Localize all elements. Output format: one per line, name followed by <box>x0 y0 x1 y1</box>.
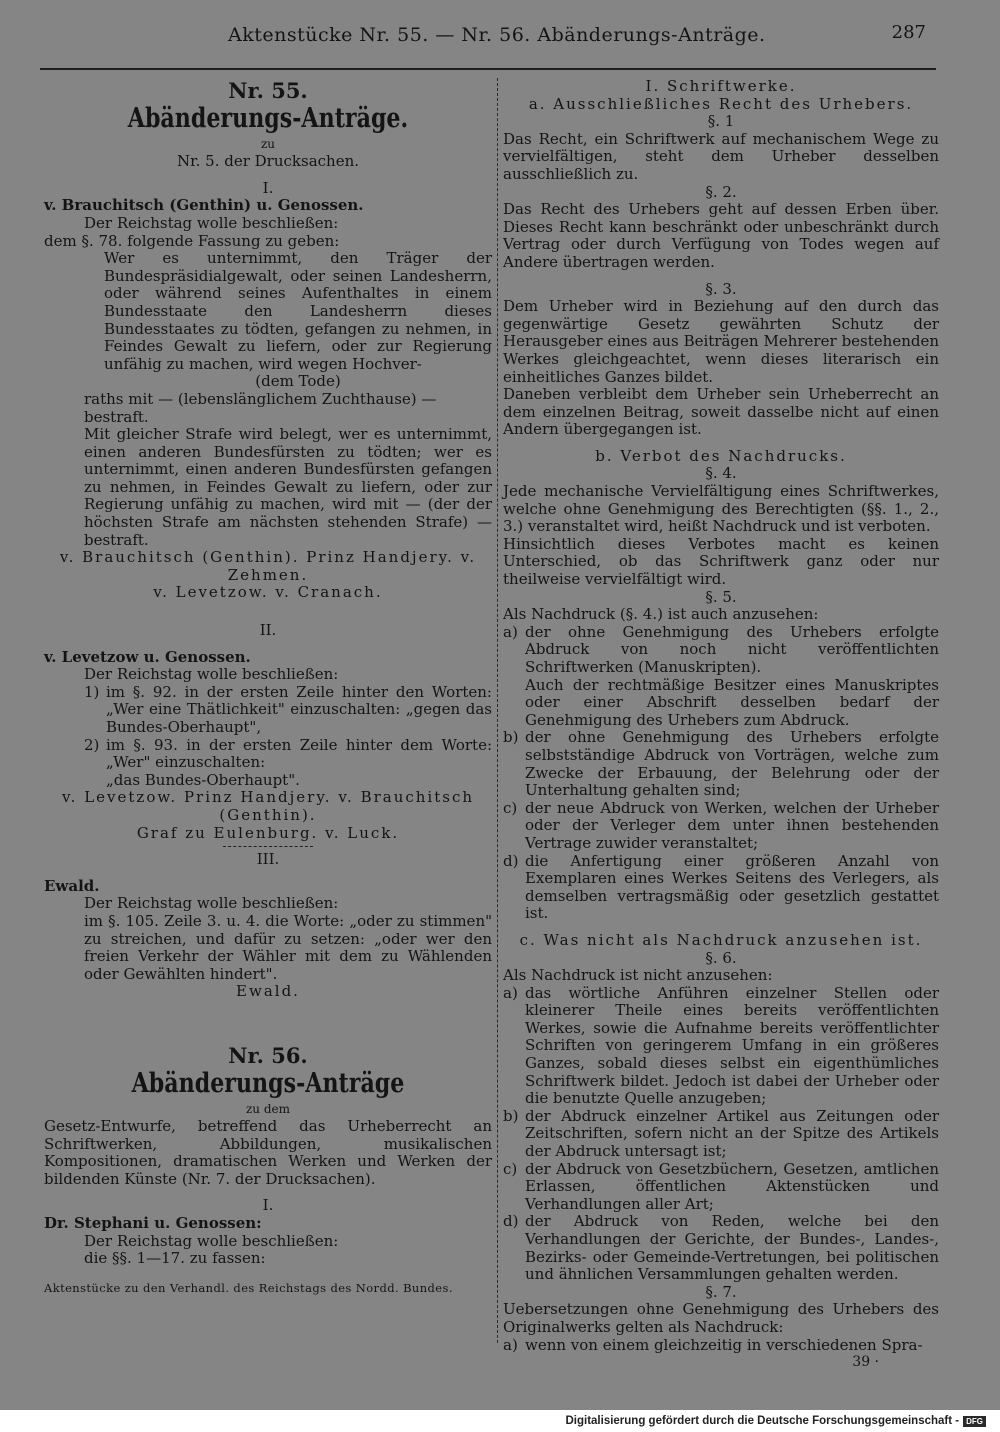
paragraph-6-number: §. 6. <box>705 948 737 967</box>
list-item: b) der ohne Genehmigung des Urhebers erfolgte selbstständige Abdruck von Vorträgen, welche zum Zwecke der Erbauung, der Belehrung oder der Unterhaltung gehalten sind; <box>503 728 939 800</box>
title-56: Abänderungs-Anträge <box>131 1067 405 1099</box>
right-column <box>503 78 939 1372</box>
motion-1-penalty-line <box>44 391 492 426</box>
section-roman-4: I. <box>262 1196 274 1215</box>
motion-1-raths: raths mit — <box>84 389 174 408</box>
motion-2-signatures-2: Graf zu Eulenburg. v. Luck. <box>136 823 400 842</box>
paragraph-2-number: §. 2. <box>705 182 737 201</box>
paragraph-7-number: §. 7. <box>705 1282 737 1301</box>
motion-3-signature: Ewald. <box>236 982 300 1001</box>
subheading-b: b. Verbot des Nachdrucks. <box>595 446 847 465</box>
motion-1-alt-prison: (lebenslänglichem Zuchthause) <box>177 389 417 408</box>
paragraph-7-list <box>503 1337 939 1355</box>
motion-2-list <box>44 684 492 790</box>
motion-1-intro: Der Reichstag wolle beschließen: <box>84 213 339 232</box>
motion-1-instruction: dem §. 78. folgende Fassung zu geben: <box>44 231 340 250</box>
subheading-a: a. Ausschließliches Recht des Urhebers. <box>528 94 914 113</box>
list-item: d) der Abdruck von Reden, welche bei den Verhandlungen der Gerichte, der Bundes-, Landes-, Bezirks- oder Gemeinde-Vertretungen, bei politischen und ähnlichen Versammlungen gehalten werden. <box>503 1212 939 1284</box>
motion-1-signatures-2: v. Levetzow. v. Cranach. <box>153 583 383 602</box>
paragraph-1-number: §. 1 <box>707 112 735 131</box>
paragraph-5-intro: Als Nachdruck (§. 4.) ist auch anzusehen: <box>503 605 819 624</box>
section-roman-1: I. <box>262 178 274 197</box>
column-divider <box>497 78 498 1343</box>
paragraph-3-number: §. 3. <box>705 279 737 298</box>
paragraph-6-intro: Als Nachdruck ist nicht anzusehen: <box>503 966 773 985</box>
motion-2-signatures-1: v. Levetzow. Prinz Handjery. v. Brauchitsch (Genthin). <box>61 788 475 824</box>
motion-4-heading: Dr. Stephani u. Genossen: <box>44 1214 262 1233</box>
title-55: Abänderungs-Anträge. <box>127 102 409 134</box>
paragraph-5-number: §. 5. <box>705 587 737 606</box>
digitization-credit <box>565 1410 986 1432</box>
list-item: 2) im §. 93. in der ersten Zeile hinter dem Worte: „Wer" einzuschalten: <box>84 735 492 772</box>
credit-text: Digitalisierung gefördert durch die Deutsche Forschungsgemeinschaft - <box>565 1415 960 1427</box>
left-column <box>44 78 492 1297</box>
zu-dem-label: zu dem <box>245 1101 291 1116</box>
motion-2-insert: „das Bundes-Oberhaupt". <box>106 770 300 789</box>
reference-55: Nr. 5. der Drucksachen. <box>176 152 360 171</box>
page-footnote: Aktenstücke zu den Verhandl. des Reichstags des Nordd. Bundes. <box>44 1280 453 1295</box>
motion-3-heading: Ewald. <box>44 876 100 895</box>
paragraph-4-text-2: Hinsichtlich dieses Verbotes macht es keinen Unterschied, ob das Schriftwerk ganz oder nur theilweise vervielfältigt wird. <box>503 534 939 589</box>
chapter-heading: I. Schriftwerke. <box>645 77 797 95</box>
zu-label: zu <box>260 136 276 151</box>
list-item: b) der Abdruck einzelner Artikel aus Zeitungen oder Zeitschriften, sofern nicht an der Spitze des Artikels der Abdruck untersagt ist; <box>503 1106 939 1161</box>
paragraph-4-number: §. 4. <box>705 464 737 483</box>
motion-1-text-2: Mit gleicher Strafe wird belegt, wer es unternimmt, einen anderen Bundesfürsten zu tödten; wer es unternimmt, einen anderen Bundesfürsten gefangen zu nehmen, in Feindes Gewalt zu liefern, oder zur Regierung unfähig zu machen, wird mit — (der der höchsten Strafe am nächsten stehenden Strafe) — bestraft. <box>84 425 492 549</box>
motion-2-heading: v. Levetzow u. Genossen. <box>44 647 251 666</box>
paragraph-2-text: Das Recht des Urhebers geht auf dessen Erben über. Dieses Recht kann beschränkt oder unbeschränkt durch Vertrag oder durch Verfügung von Todes wegen auf Andere übertragen werden. <box>503 200 939 271</box>
list-item: 1) im §. 92. in der ersten Zeile hinter den Worten: „Wer eine Thätlichkeit" einzuschalten: „gegen das Bundes-Oberhaupt", <box>84 682 492 736</box>
paragraph-4-text: Jede mechanische Vervielfältigung eines Schriftwerkes, welche ohne Genehmigung des Berechtigten (§§. 1., 2., 3.) veranstaltet wird, heißt Nachdruck und ist verboten. <box>503 482 939 536</box>
motion-3-intro: Der Reichstag wolle beschließen: <box>84 894 339 913</box>
paragraph-3-text: Dem Urheber wird in Beziehung auf den durch das gegenwärtige Gesetz gewährten Schutz der Herausgeber eines aus Beiträgen Mehrerer bestehenden Werkes gleichgeachtet, wenn dieses literarisch ein einheitliches Ganzes bildet. <box>503 297 939 386</box>
motion-4-intro: Der Reichstag wolle beschließen: <box>84 1231 339 1250</box>
motion-1-text: Wer es unternimmt, den Träger der Bundespräsidialgewalt, oder seinen Landesherrn, oder während seines Aufenthaltes in einem Bundesstaate den Landesherrn dieses Bundesstaates zu tödten, gefangen zu nehmen, in Feindes Gewalt zu liefern, oder zur Regierung unfähig zu machen, wird wegen Hochver- <box>104 249 492 373</box>
dfg-logo: DFG <box>963 1416 986 1427</box>
sheet-number: 39 · <box>852 1354 879 1371</box>
motion-3-text: im §. 105. Zeile 3. u. 4. die Worte: „oder zu stimmen" zu streichen, und dafür zu setzen: „oder wer den freien Verkehr der Wähler mit dem zu Wählenden oder Gewählten hindert". <box>84 911 492 983</box>
running-header <box>0 22 1000 52</box>
page-number: 287 <box>891 22 926 43</box>
doc-number-56: Nr. 56. <box>228 1042 308 1068</box>
paragraph-1-text: Das Recht, ein Schriftwerk auf mechanischem Wege zu vervielfältigen, steht dem Urheber desselben ausschließlich zu. <box>503 129 939 183</box>
reference-56: Gesetz-Entwurfe, betreffend das Urheberrecht an Schriftwerken, Abbildungen, musikalischen Kompositionen, dramatischen Werken und Werken der bildenden Künste (Nr. 7. der Drucksachen). <box>44 1117 492 1188</box>
motion-1-bestraft: — bestraft. <box>84 389 437 426</box>
list-item: a) das wörtliche Anführen einzelner Stellen oder kleinerer Theile eines bereits veröffentlichten Werkes, sowie die Aufnahme bereits veröffentlichter Schriften von geringerem Umfang in ein größeres Ganzes, sobald dieses selbst ein eigenthümliches Schriftwerk bildet. Jedoch ist dabei der Urheber oder die benutzte Quelle anzugeben; <box>503 983 939 1108</box>
separator <box>223 846 313 847</box>
paragraph-5-list <box>503 624 939 923</box>
motion-1-heading: v. Brauchitsch (Genthin) u. Genossen. <box>44 196 364 215</box>
motion-1-signatures-1: v. Brauchitsch (Genthin). Prinz Handjery. v. Zehmen. <box>59 548 477 584</box>
list-item: d) die Anfertigung einer größeren Anzahl von Exemplaren eines Werkes Seitens des Verlegers, als demselben vertragsmäßig oder gesetzlich gestattet ist. <box>503 851 939 923</box>
list-item: c) der Abdruck von Gesetzbüchern, Gesetzen, amtlichen Erlassen, öffentlichen Aktenstücken und Verhandlungen aller Art; <box>503 1159 939 1213</box>
list-item-continuation: Auch der rechtmäßige Besitzer eines Manuskriptes oder einer Abschrift desselben bedarf der Genehmigung des Urhebers zum Abdruck. <box>525 675 939 729</box>
running-title: Aktenstücke Nr. 55. — Nr. 56. Abänderungs-Anträge. <box>228 24 766 46</box>
motion-1-alt-death: (dem Tode) <box>255 372 341 391</box>
paragraph-6-list <box>503 985 939 1284</box>
paragraph-3-text-2: Daneben verbleibt dem Urheber sein Urheberrecht an dem einzelnen Beitrag, soweit dasselbe nicht auf einen Andern übergegangen ist. <box>503 385 939 439</box>
section-roman-2: II. <box>259 621 277 640</box>
list-item: c) der neue Abdruck von Werken, welchen der Urheber oder der Verleger dem unter ihnen bestehenden Vertrage zuwider veranstaltet; <box>503 798 939 852</box>
motion-2-intro: Der Reichstag wolle beschließen: <box>84 665 339 684</box>
doc-number-55: Nr. 55. <box>228 78 308 103</box>
list-item: a) wenn von einem gleichzeitig in verschiedenen Spra- <box>503 1335 923 1354</box>
list-item: a) der ohne Genehmigung des Urhebers erfolgte Abdruck von noch nicht veröffentlichten Schriftwerken (Manuskripten). <box>503 622 939 676</box>
paragraph-7-text: Uebersetzungen ohne Genehmigung des Urhebers des Originalwerks gelten als Nachdruck: <box>503 1300 939 1336</box>
header-rule <box>40 68 936 70</box>
motion-4-instruction: die §§. 1—17. zu fassen: <box>84 1249 266 1268</box>
section-roman-3: III. <box>256 850 280 869</box>
subheading-c: c. Was nicht als Nachdruck anzusehen ist. <box>519 930 923 949</box>
